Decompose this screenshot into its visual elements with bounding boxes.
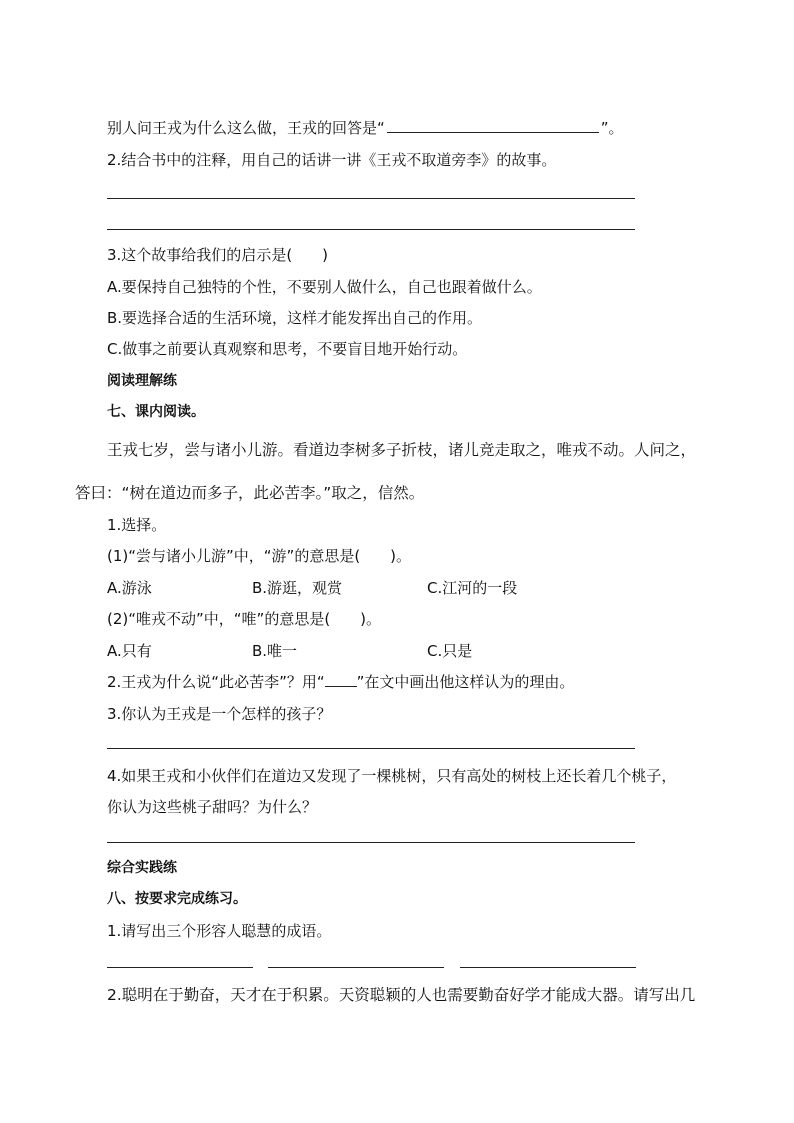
q7-4-line-1: 4.如果王戎和小伙伴们在道边又发现了一棵桃树，只有高处的树枝上还长着几个桃子， (107, 767, 677, 785)
section-heading-practice: 综合实践练 (107, 860, 177, 876)
q6-3-option-c: C.做事之前要认真观察和思考，不要盲目地开始行动。 (107, 340, 468, 358)
q6-2-question: 2.结合书中的注释，用自己的话讲一讲《王戎不取道旁李》的故事。 (107, 151, 557, 169)
q7-1-sub1-stem: (1)“尝与诸小儿游”中，“游”的意思是( )。 (107, 547, 412, 565)
q8-title: 八、按要求完成练习。 (107, 891, 247, 907)
q7-3-answer-line[interactable] (107, 748, 635, 749)
underline-mark-sample (325, 672, 357, 687)
passage-line-2: 答曰：“树在道边而多子，此必苦李。”取之，信然。 (75, 484, 425, 502)
q7-1-sub2-stem: (2)“唯戎不动”中，“唯”的意思是( )。 (107, 610, 382, 628)
passage-line-1: 王戎七岁，尝与诸小儿游。看道边李树多子折枝，诸儿竞走取之，唯戎不动。人问之， (107, 441, 697, 459)
q6-prefix: 别人问王戎为什么这么做，王戎的回答是“ (107, 119, 385, 137)
q6-3-option-b: B.要选择合适的生活环境，这样才能发挥出自己的作用。 (107, 309, 483, 327)
q8-1-answer-blank-2[interactable] (268, 967, 444, 968)
q6-answer-blank[interactable] (387, 118, 599, 133)
q8-2-question: 2.聪明在于勤奋，天才在于积累。天资聪颖的人也需要勤奋好学才能成大器。请写出几 (107, 986, 696, 1004)
q6-3-question: 3.这个故事给我们的启示是( ) (107, 246, 329, 264)
q8-1-answer-blank-3[interactable] (460, 967, 636, 968)
section-heading-reading: 阅读理解练 (107, 373, 177, 389)
q7-1-sub1-option-c: C.江河的一段 (427, 579, 518, 597)
q6-answer-line (107, 118, 624, 138)
q7-1-sub1-option-b: B.游逛，观赏 (252, 579, 343, 597)
q6-2-answer-line-1[interactable] (107, 198, 635, 199)
q6-2-answer-line-2[interactable] (107, 229, 635, 230)
q8-1-answer-blank-1[interactable] (107, 967, 253, 968)
q7-title: 七、课内阅读。 (107, 404, 205, 420)
q7-2-prefix: 2.王戎为什么说“此必苦李”？用“ (107, 673, 325, 691)
q7-1-sub2-option-a: A.只有 (107, 642, 152, 660)
q7-1-sub2-option-c: C.只是 (427, 642, 473, 660)
q7-1-sub2-option-b: B.唯一 (252, 642, 298, 660)
q7-1-sub1-option-a: A.游泳 (107, 579, 152, 597)
q7-4-answer-line[interactable] (107, 842, 635, 843)
q6-3-option-a: A.要保持自己独特的个性，不要别人做什么，自己也跟着做什么。 (107, 278, 542, 296)
q7-3-question: 3.你认为王戎是一个怎样的孩子？ (107, 705, 332, 723)
q8-1-question: 1.请写出三个形容人聪慧的成语。 (107, 922, 332, 940)
q7-2-suffix: ”在文中画出他这样认为的理由。 (356, 673, 575, 691)
q7-2-question (107, 672, 574, 692)
q6-suffix: ”。 (600, 119, 624, 137)
q7-1-title: 1.选择。 (107, 516, 167, 534)
q7-4-line-2: 你认为这些桃子甜吗？为什么？ (107, 798, 318, 816)
